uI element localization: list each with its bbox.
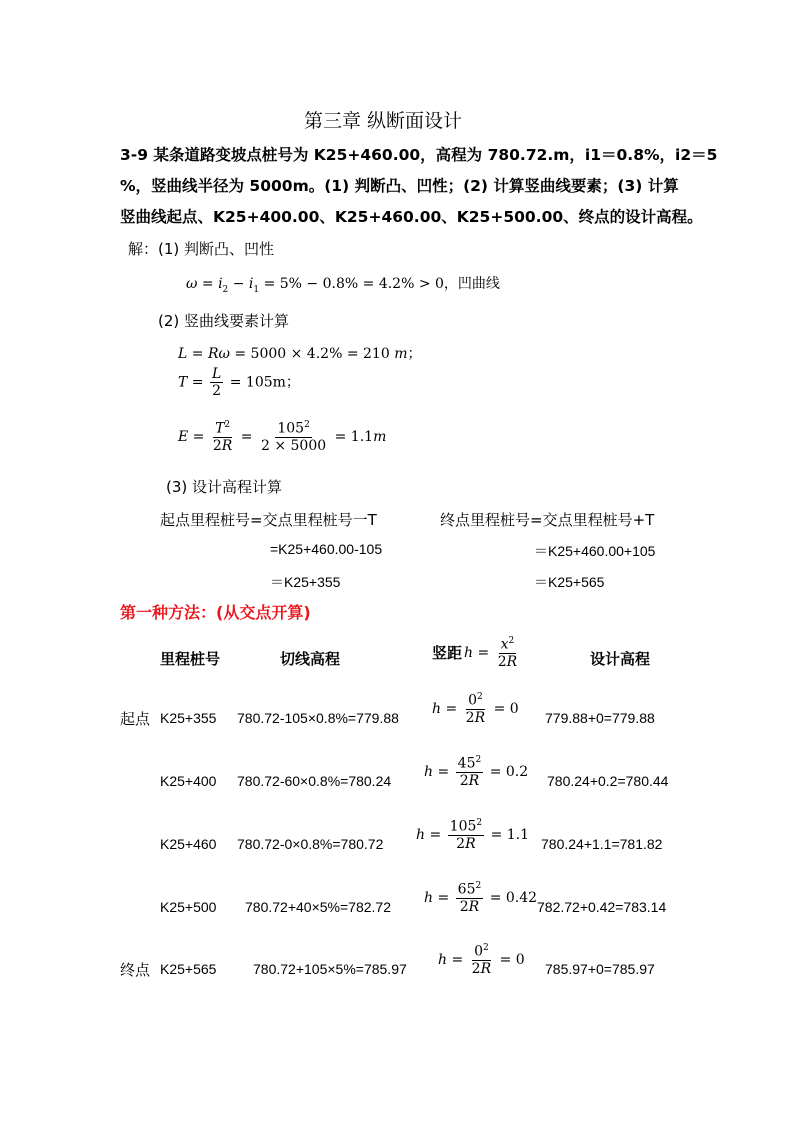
problem-line-3: 竖曲线起点、K25+400.00、K25+460.00、K25+500.00、终点的设计高程。 xyxy=(120,208,703,226)
problem-line-1: 3-9 某条道路变坡点桩号为 K25+460.00，高程为 780.72.m，i1＝0.8%，i2＝5 xyxy=(120,146,718,164)
station-cell: K25+565 xyxy=(160,961,217,977)
design-cell: 785.97+0=785.97 xyxy=(545,961,655,977)
header-station: 里程桩号 xyxy=(160,650,221,668)
station-cell: K25+460 xyxy=(160,836,217,852)
E-result: = 1.1 xyxy=(334,428,374,445)
h-result: = 0.2 xyxy=(489,763,529,780)
end-line-3: ＝K25+565 xyxy=(534,574,605,590)
vertical-distance-cell: h = $\frac{45^2}{2R}$ = 0.2 xyxy=(424,755,529,789)
row-label: 起点 xyxy=(120,710,151,728)
vertical-distance-cell: h = $\frac{0^2}{2R}$ = 0 xyxy=(438,943,525,977)
station-cell: K25+500 xyxy=(160,899,217,915)
end-line-2: ＝K25+460.00+105 xyxy=(534,543,656,559)
design-cell: 782.72+0.42=783.14 xyxy=(537,899,667,915)
E-frac-den: 2 × 5000 xyxy=(260,437,327,454)
step1-formula-text: = 5% − 0.8% = 4.2% > 0，凹曲线 xyxy=(263,276,500,292)
header-tangent: 切线高程 xyxy=(280,650,341,668)
tangent-cell: 780.72+105×5%=785.97 xyxy=(253,961,407,977)
T-result: = 105m； xyxy=(229,374,300,391)
header-design: 设计高程 xyxy=(590,650,651,668)
tangent-cell: 780.72-0×0.8%=780.72 xyxy=(237,836,384,852)
step1-formula: $\omega = i_2 - i_1 = 5\% - 0.8\% = 4.2\% > 0$，凹曲线 xyxy=(186,276,500,295)
header-vertical: 竖距 h = $\frac{x^2}{2R}$ xyxy=(432,636,518,670)
method-heading: 第一种方法：(从交点开算) xyxy=(120,603,311,622)
h-result: = 0 xyxy=(499,951,525,968)
design-cell: 780.24+1.1=781.82 xyxy=(541,836,663,852)
design-cell: 780.24+0.2=780.44 xyxy=(547,773,669,789)
row-label: 终点 xyxy=(120,961,151,979)
L-formula: L = Rω = 5000 × 4.2% = 210 m； xyxy=(178,346,422,362)
h-result: = 0 xyxy=(493,700,519,717)
page-title: 第三章 纵断面设计 xyxy=(304,110,463,132)
x-value: 0 xyxy=(474,943,483,960)
L-formula-text: = 5000 × 4.2% = 210 xyxy=(234,346,390,362)
E-frac-num: 105 xyxy=(277,420,305,437)
step1-label: 解：(1) 判断凸、凹性 xyxy=(128,240,275,258)
tangent-cell: 780.72-105×0.8%=779.88 xyxy=(237,710,399,726)
vertical-distance-cell: h = $\frac{105^2}{2R}$ = 1.1 xyxy=(416,818,530,852)
vertical-distance-cell: h = $\frac{0^2}{2R}$ = 0 xyxy=(432,692,519,726)
start-line-2: =K25+460.00-105 xyxy=(270,541,383,557)
x-value: 0 xyxy=(468,692,477,709)
x-value: 65 xyxy=(457,881,476,898)
vertical-distance-cell: h = $\frac{65^2}{2R}$ = 0.42 xyxy=(424,881,538,915)
E-formula: E = $\frac{T^2}{2R}$ = $\frac{105^2}{2 \times 5000}$ = 1.1m xyxy=(178,420,387,454)
header-vertical-label: 竖距 xyxy=(432,644,463,663)
step2-label: (2) 竖曲线要素计算 xyxy=(158,312,290,330)
problem-line-2: %，竖曲线半径为 5000m。(1) 判断凸、凹性；(2) 计算竖曲线要素；(3) 计算 xyxy=(120,177,679,195)
h-result: = 0.42 xyxy=(489,889,538,906)
h-result: = 1.1 xyxy=(490,826,530,843)
step3-label: (3) 设计高程计算 xyxy=(166,478,283,496)
x-value: 105 xyxy=(449,818,477,835)
design-cell: 779.88+0=779.88 xyxy=(545,710,655,726)
station-cell: K25+355 xyxy=(160,710,217,726)
tangent-cell: 780.72+40×5%=782.72 xyxy=(245,899,391,915)
station-cell: K25+400 xyxy=(160,773,217,789)
T-formula: T = $\frac{L}{2}$ = 105m； xyxy=(178,366,300,400)
x-value: 45 xyxy=(457,755,476,772)
end-line-1: 终点里程桩号=交点里程桩号+T xyxy=(440,511,655,529)
start-line-3: ＝K25+355 xyxy=(270,574,341,590)
tangent-cell: 780.72-60×0.8%=780.24 xyxy=(237,773,392,789)
start-line-1: 起点里程桩号=交点里程桩号一T xyxy=(160,511,377,529)
